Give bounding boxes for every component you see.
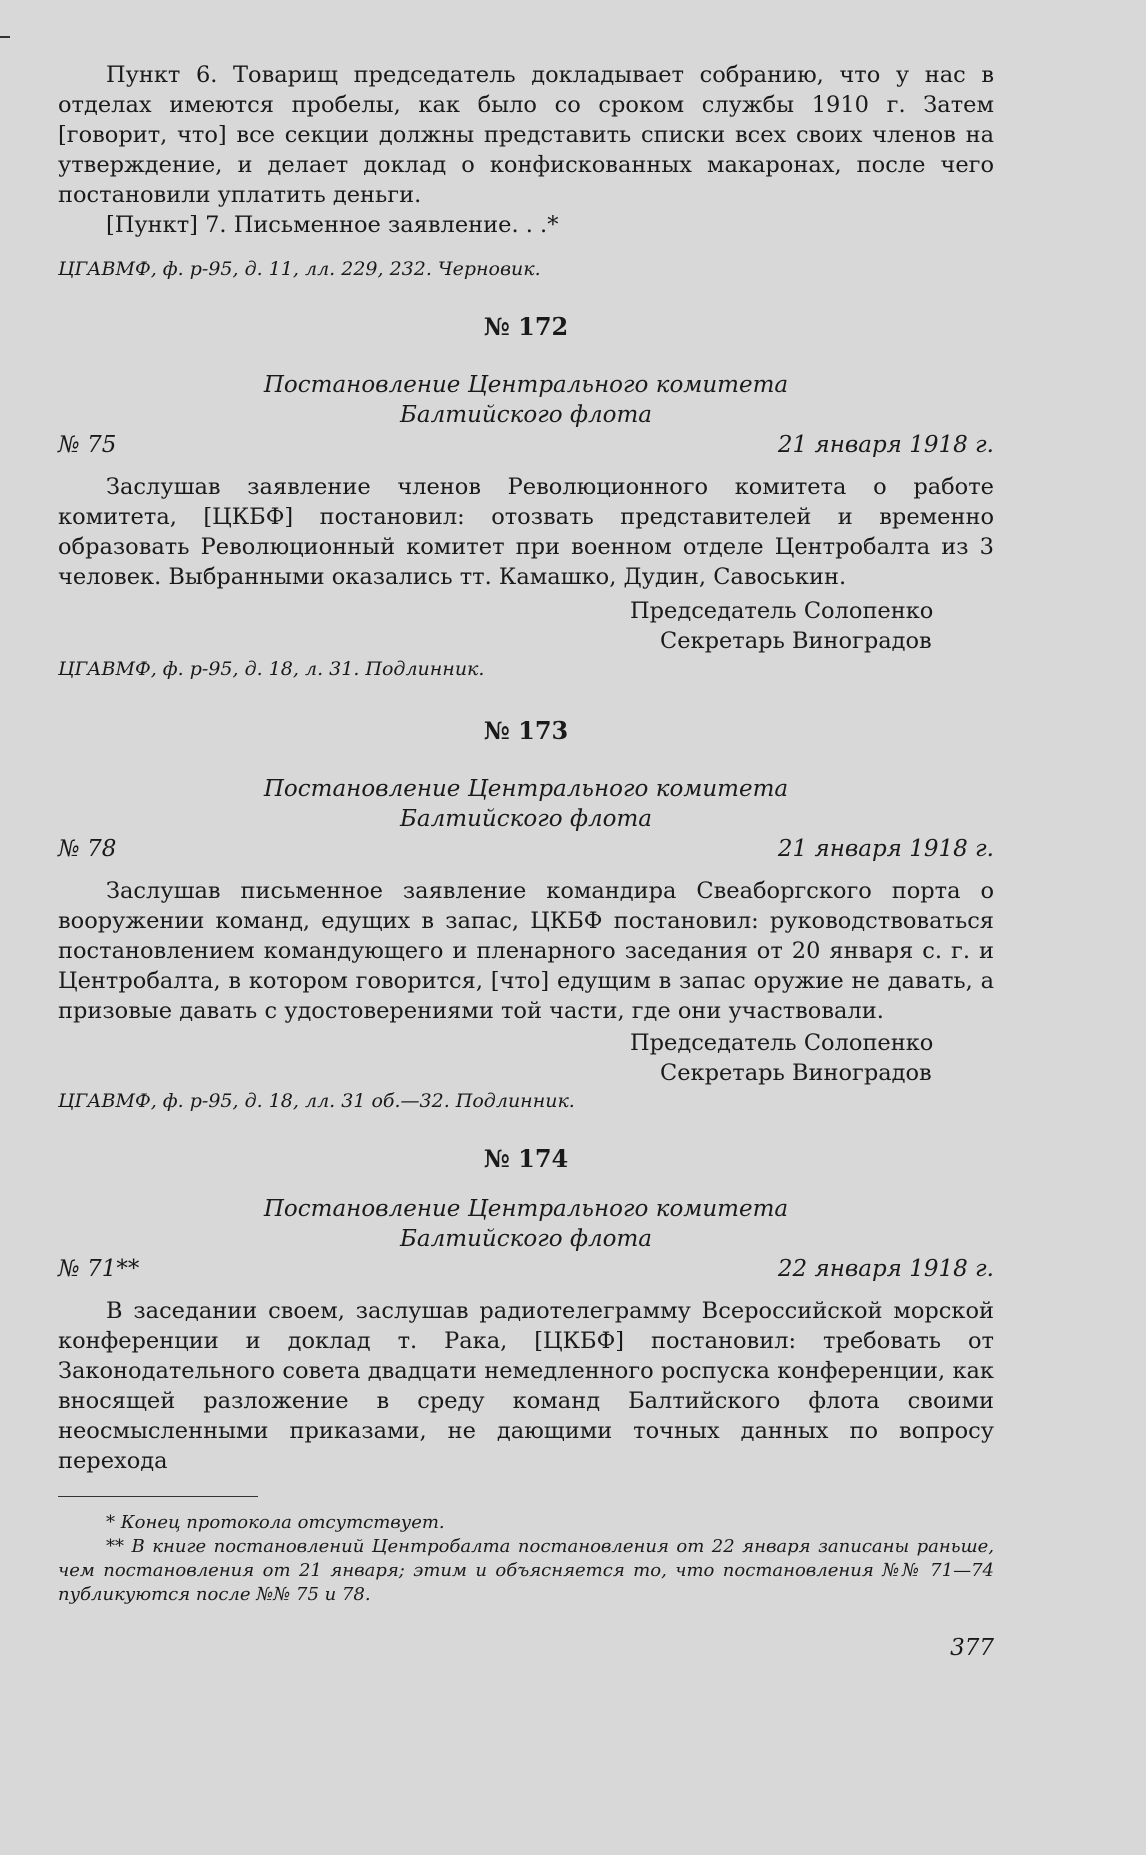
doc-173-number: № 173 — [483, 716, 569, 745]
footnote-2: ** В книге постановлений Центробалта постановления от 22 января записаны раньше, чем постановления от 21 января; этим и объясняется то, что постановления №№ 71—74 публикуются после №№ 75 и 78. — [58, 1536, 994, 1605]
doc-174-meta — [58, 1254, 994, 1284]
doc-174-date: 22 января 1918 г. — [777, 1256, 994, 1282]
doc-173-title-line-1: Постановление Центрального комитета — [263, 776, 789, 802]
doc-172-text: Заслушав заявление членов Революционного комитета о работе комитета, [ЦКБФ] постановил: отозвать представителей и временно образовать Революционный комитет при военном отделе Центробалта из 3 человек. Выбранными оказались тт. Камашко, Дудин, Савоськин. — [58, 474, 994, 590]
doc-174-text: В заседании своем, заслушав радиотелеграмму Всероссийской морской конференции и доклад т. Рака, [ЦКБФ] постановил: требовать от Законодательного совета двадцати немедленного роспуска конференции, как вносящей разложение в среду команд Балтийского флота своими неосмысленными приказами, не дающими точных данных по вопросу перехода — [58, 1298, 994, 1474]
intro-source: ЦГАВМФ, ф. р-95, д. 11, лл. 229, 232. Черновик. — [58, 258, 541, 280]
doc-173-text: Заслушав письменное заявление командира Свеаборгского порта о вооружении команд, едущих в запас, ЦКБФ постановил: руководствоваться постановлением командующего и пленарного заседания от 20 января с. г. и Центробалта, в котором говорится, [что] едущим в запас оружие не давать, а призовые давать с удостоверениями той части, где они участвовали. — [58, 878, 994, 1024]
footnote-1: * Конец протокола отсутствует. — [106, 1512, 445, 1533]
page-number: 377 — [950, 1635, 994, 1661]
doc-173-signature-chairman: Председатель Солопенко — [630, 1030, 934, 1056]
doc-172-date: 21 января 1918 г. — [777, 432, 994, 458]
doc-173-date: 21 января 1918 г. — [777, 836, 994, 862]
doc-174-reg-number: № 71** — [58, 1256, 140, 1282]
doc-174-number: № 174 — [483, 1144, 569, 1173]
doc-172-reg-number: № 75 — [58, 432, 117, 458]
intro-paragraph-2: [Пункт] 7. Письменное заявление. . .* — [106, 212, 559, 238]
doc-174-title-line-2: Балтийского флота — [400, 1226, 652, 1252]
page-edge-mark — [0, 36, 10, 38]
document-page — [58, 60, 994, 1663]
doc-172-source: ЦГАВМФ, ф. р-95, д. 18, л. 31. Подлинник. — [58, 658, 485, 680]
doc-174-title-line-1: Постановление Центрального комитета — [263, 1196, 789, 1222]
doc-172-title-line-2: Балтийского флота — [400, 402, 652, 428]
doc-172-number: № 172 — [483, 312, 569, 341]
doc-173-source: ЦГАВМФ, ф. р-95, д. 18, лл. 31 об.—32. Подлинник. — [58, 1090, 575, 1112]
doc-172-meta — [58, 430, 994, 460]
doc-173-reg-number: № 78 — [58, 836, 117, 862]
doc-173-meta — [58, 834, 994, 864]
doc-172-signature-secretary: Секретарь Виноградов — [660, 628, 932, 654]
doc-172-title-line-1: Постановление Центрального комитета — [263, 372, 789, 398]
doc-172-signature-chairman: Председатель Солопенко — [630, 598, 934, 624]
intro-paragraph-1: Пункт 6. Товарищ председатель докладывает собранию, что у нас в отделах имеются пробелы, как было со сроком службы 1910 г. Затем [говорит, что] все секции должны представить списки всех своих членов на утверждение, и делает доклад о конфискованных макаронах, после чего постановили уплатить деньги. — [58, 62, 994, 208]
doc-173-title-line-2: Балтийского флота — [400, 806, 652, 832]
doc-173-signature-secretary: Секретарь Виноградов — [660, 1060, 932, 1086]
